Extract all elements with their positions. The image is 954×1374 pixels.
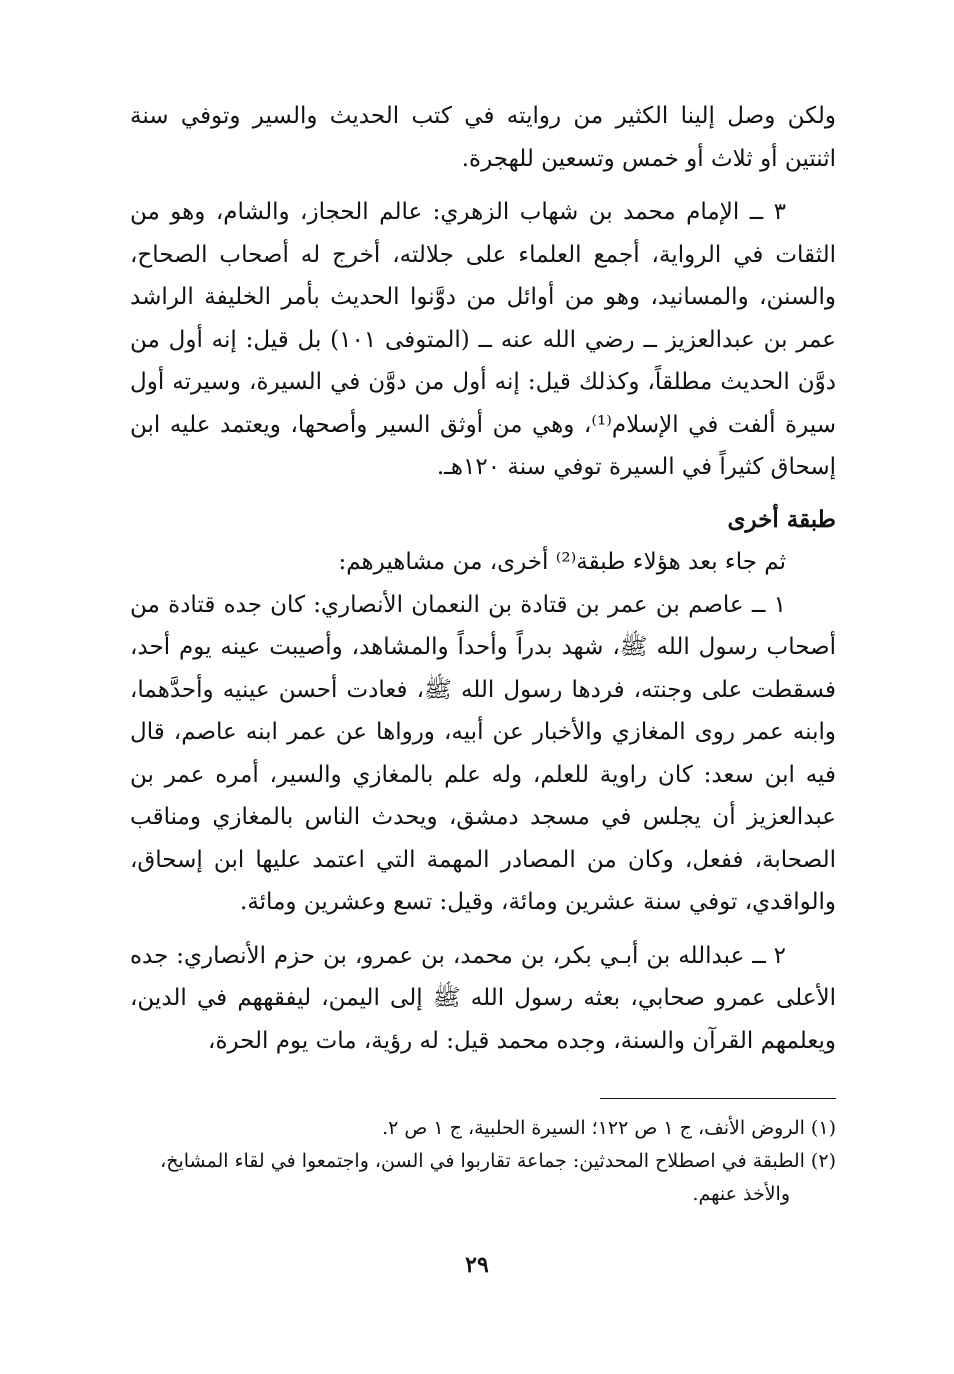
footnote-1: (١) الروض الأنف، ج ١ ص ١٢٢؛ السيرة الحلبية، ج ١ ص ٢. [382, 1117, 836, 1139]
paragraph-intro: ثم جاء بعد هؤلاء طبقة⁽²⁾ أخرى، من مشاهيرهم: [338, 549, 786, 575]
paragraph-zuhri: ٣ ــ الإمام محمد بن شهاب الزهري: عالم الحجاز، والشام، وهو من الثقات في الرواية، أجمع العلماء على جلالته، أخرج له أصحاب الصحاح، والسنن، والمسانيد، وهو من أوائل من دوَّنوا الحديث بأمر الخليفة الراشد عمر بن عبدالعزيز ــ رضي الله عنه ــ (المتوفى ١٠١) بل قيل: إنه أول من دوَّن الحديث مطلقاً، وكذلك قيل: إنه أول من دوَّن في السيرة، وسيرته أول سيرة ألفت في الإسلام⁽¹⁾، وهي من أوثق السير وأصحها، ويعتمد عليه ابن إسحاق كثيراً في السيرة توفي سنة ١٢٠هـ. [130, 199, 837, 480]
paragraph-abdullah: ٢ ــ عبدالله بن أبـي بكر، بن محمد، بن عمرو، بن حزم الأنصاري: جده الأعلى عمرو صحابي، بعثه رسول الله ﷺ إلى اليمن، ليفقههم في الدين، ويعلمهم القرآن والسنة، وجده محمد قيل: له رؤية، مات يوم الحرة، [130, 942, 836, 1054]
footnote-divider [600, 1098, 836, 1099]
footnote-2-continuation: والأخذ عنهم. [692, 1183, 790, 1205]
footnotes [130, 1112, 836, 1211]
main-text [130, 95, 836, 1062]
section-heading: طبقة أخرى [727, 505, 836, 533]
page-number: ٢٩ [465, 1252, 489, 1278]
paragraph-asim: ١ ــ عاصم بن عمر بن قتادة بن النعمان الأنصاري: كان جده قتادة من أصحاب رسول الله ﷺ، شهد بدراً وأحداً والمشاهد، وأصيبت عينه يوم أحد، فسقطت على وجنته، فردها رسول الله ﷺ، فعادت أحسن عينيه وأحدَّهما، وابنه عمر روى المغازي والأخبار عن أبيه، ورواها عن عمر ابنه عاصم، قال فيه ابن سعد: كان راوية للعلم، وله علم بالمغازي والسير، أمره عمر بن عبدالعزيز أن يجلس في مسجد دمشق، ويحدث الناس بالمغازي ومناقب الصحابة، ففعل، وكان من المصادر المهمة التي اعتمد عليها ابن إسحاق، والواقدي، توفي سنة عشرين ومائة، وقيل: تسع وعشرين ومائة. [130, 591, 836, 915]
footnote-2: (٢) الطبقة في اصطلاح المحدثين: جماعة تقاربوا في السن، واجتمعوا في لقاء المشايخ، [160, 1150, 836, 1172]
paragraph-continuation: ولكن وصل إلينا الكثير من روايته في كتب الحديث والسير وتوفي سنة اثنتين أو ثلاث أو خمس وتسعين للهجرة. [130, 103, 836, 172]
